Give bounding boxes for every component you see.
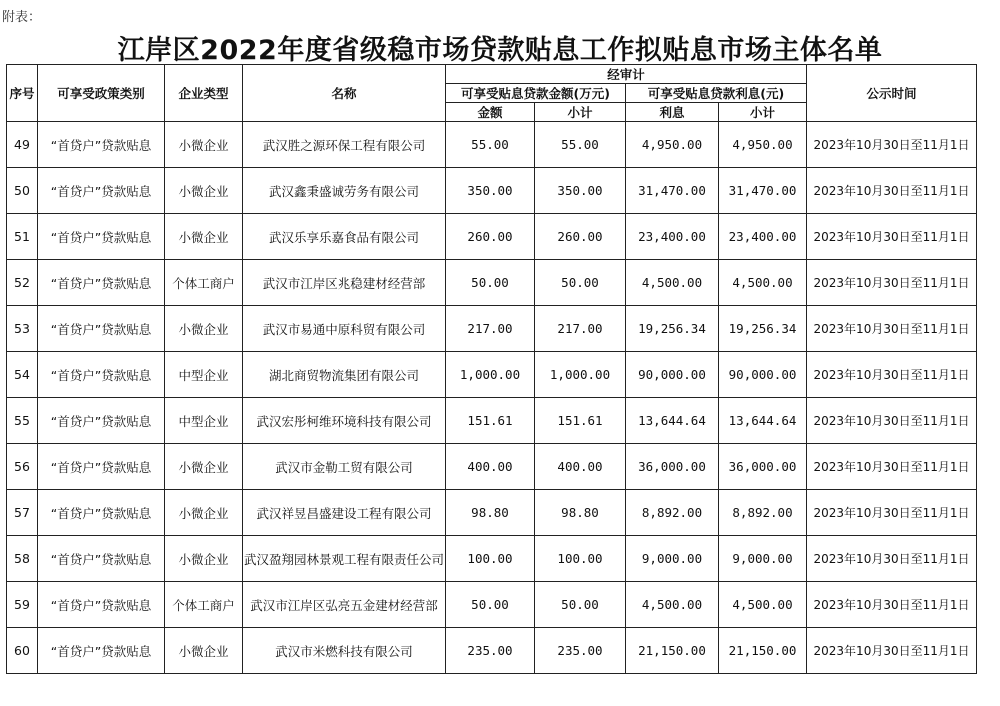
seq-cell: 56 xyxy=(7,444,38,490)
enterprise-type-cell: 中型企业 xyxy=(165,398,243,444)
publicity-date-cell: 2023年10月30日至11月1日 xyxy=(807,628,977,674)
enterprise-type-cell: 中型企业 xyxy=(165,352,243,398)
table-row xyxy=(7,398,977,444)
seq-cell: 59 xyxy=(7,582,38,628)
enterprise-type-cell: 小微企业 xyxy=(165,306,243,352)
amount-subtotal-cell: 350.00 xyxy=(535,168,626,214)
category-cell: “首贷户”贷款贴息 xyxy=(38,168,165,214)
category-cell: “首贷户”贷款贴息 xyxy=(38,490,165,536)
seq-cell: 60 xyxy=(7,628,38,674)
table-row xyxy=(7,260,977,306)
interest-cell: 21,150.00 xyxy=(626,628,719,674)
publicity-date-cell: 2023年10月30日至11月1日 xyxy=(807,260,977,306)
subsidy-list-table xyxy=(6,64,977,674)
amount-cell: 350.00 xyxy=(446,168,535,214)
publicity-date-cell: 2023年10月30日至11月1日 xyxy=(807,582,977,628)
amount-cell: 235.00 xyxy=(446,628,535,674)
publicity-date-cell: 2023年10月30日至11月1日 xyxy=(807,444,977,490)
amount-cell: 400.00 xyxy=(446,444,535,490)
name-cell: 武汉宏彤柯维环境科技有限公司 xyxy=(243,398,446,444)
category-cell: “首贷户”贷款贴息 xyxy=(38,536,165,582)
interest-cell: 90,000.00 xyxy=(626,352,719,398)
category-cell: “首贷户”贷款贴息 xyxy=(38,352,165,398)
seq-cell: 54 xyxy=(7,352,38,398)
publicity-date-cell: 2023年10月30日至11月1日 xyxy=(807,490,977,536)
amount-cell: 50.00 xyxy=(446,582,535,628)
interest-subtotal-cell: 4,500.00 xyxy=(719,582,807,628)
table-body xyxy=(7,122,977,674)
category-cell: “首贷户”贷款贴息 xyxy=(38,214,165,260)
publicity-date-cell: 2023年10月30日至11月1日 xyxy=(807,352,977,398)
name-cell: 武汉市江岸区弘亮五金建材经营部 xyxy=(243,582,446,628)
amount-cell: 151.61 xyxy=(446,398,535,444)
publicity-date-cell: 2023年10月30日至11月1日 xyxy=(807,306,977,352)
amount-subtotal-cell: 151.61 xyxy=(535,398,626,444)
seq-cell: 58 xyxy=(7,536,38,582)
page-title: 江岸区2022年度省级稳市场贷款贴息工作拟贴息市场主体名单 xyxy=(117,35,883,66)
publicity-date-cell: 2023年10月30日至11月1日 xyxy=(807,168,977,214)
header-audit: 经审计 xyxy=(446,65,807,84)
seq-cell: 55 xyxy=(7,398,38,444)
header-seq: 序号 xyxy=(7,65,38,122)
interest-subtotal-cell: 36,000.00 xyxy=(719,444,807,490)
header-publicity: 公示时间 xyxy=(807,65,977,122)
amount-subtotal-cell: 50.00 xyxy=(535,260,626,306)
seq-cell: 51 xyxy=(7,214,38,260)
enterprise-type-cell: 小微企业 xyxy=(165,536,243,582)
publicity-date-cell: 2023年10月30日至11月1日 xyxy=(807,122,977,168)
category-cell: “首贷户”贷款贴息 xyxy=(38,444,165,490)
amount-subtotal-cell: 50.00 xyxy=(535,582,626,628)
amount-cell: 55.00 xyxy=(446,122,535,168)
name-cell: 武汉市易通中原科贸有限公司 xyxy=(243,306,446,352)
interest-cell: 4,950.00 xyxy=(626,122,719,168)
category-cell: “首贷户”贷款贴息 xyxy=(38,122,165,168)
name-cell: 武汉市米燃科技有限公司 xyxy=(243,628,446,674)
interest-subtotal-cell: 13,644.64 xyxy=(719,398,807,444)
name-cell: 武汉乐享乐嘉食品有限公司 xyxy=(243,214,446,260)
interest-subtotal-cell: 19,256.34 xyxy=(719,306,807,352)
category-cell: “首贷户”贷款贴息 xyxy=(38,398,165,444)
name-cell: 武汉祥昱昌盛建设工程有限公司 xyxy=(243,490,446,536)
amount-cell: 100.00 xyxy=(446,536,535,582)
interest-subtotal-cell: 90,000.00 xyxy=(719,352,807,398)
table-row xyxy=(7,214,977,260)
amount-cell: 260.00 xyxy=(446,214,535,260)
header-enterprise-type: 企业类型 xyxy=(165,65,243,122)
amount-cell: 98.80 xyxy=(446,490,535,536)
interest-cell: 9,000.00 xyxy=(626,536,719,582)
amount-subtotal-cell: 217.00 xyxy=(535,306,626,352)
interest-cell: 36,000.00 xyxy=(626,444,719,490)
name-cell: 武汉鑫秉盛诚劳务有限公司 xyxy=(243,168,446,214)
name-cell: 武汉市金勒工贸有限公司 xyxy=(243,444,446,490)
attachment-note: 附表： xyxy=(2,10,42,25)
enterprise-type-cell: 小微企业 xyxy=(165,168,243,214)
name-cell: 武汉胜之源环保工程有限公司 xyxy=(243,122,446,168)
amount-subtotal-cell: 98.80 xyxy=(535,490,626,536)
seq-cell: 49 xyxy=(7,122,38,168)
publicity-date-cell: 2023年10月30日至11月1日 xyxy=(807,536,977,582)
publicity-date-cell: 2023年10月30日至11月1日 xyxy=(807,214,977,260)
seq-cell: 50 xyxy=(7,168,38,214)
table-row xyxy=(7,628,977,674)
interest-cell: 4,500.00 xyxy=(626,260,719,306)
name-cell: 武汉市江岸区兆稳建材经营部 xyxy=(243,260,446,306)
table-row xyxy=(7,444,977,490)
header-subtotal-amount: 小计 xyxy=(535,103,626,122)
interest-cell: 23,400.00 xyxy=(626,214,719,260)
seq-cell: 52 xyxy=(7,260,38,306)
amount-subtotal-cell: 100.00 xyxy=(535,536,626,582)
interest-cell: 8,892.00 xyxy=(626,490,719,536)
header-loan-interest: 可享受贴息贷款利息(元) xyxy=(626,84,807,103)
category-cell: “首贷户”贷款贴息 xyxy=(38,260,165,306)
header-subtotal-interest: 小计 xyxy=(719,103,807,122)
publicity-date-cell: 2023年10月30日至11月1日 xyxy=(807,398,977,444)
name-cell: 武汉盈翔园林景观工程有限责任公司 xyxy=(243,536,446,582)
table-header xyxy=(7,65,977,122)
interest-subtotal-cell: 4,500.00 xyxy=(719,260,807,306)
amount-subtotal-cell: 400.00 xyxy=(535,444,626,490)
enterprise-type-cell: 个体工商户 xyxy=(165,582,243,628)
enterprise-type-cell: 小微企业 xyxy=(165,628,243,674)
table-row xyxy=(7,582,977,628)
table-row xyxy=(7,536,977,582)
header-loan-amount: 可享受贴息贷款金额(万元) xyxy=(446,84,626,103)
header-interest: 利息 xyxy=(626,103,719,122)
header-name: 名称 xyxy=(243,65,446,122)
header-category: 可享受政策类别 xyxy=(38,65,165,122)
amount-subtotal-cell: 260.00 xyxy=(535,214,626,260)
table-row xyxy=(7,168,977,214)
amount-cell: 217.00 xyxy=(446,306,535,352)
category-cell: “首贷户”贷款贴息 xyxy=(38,582,165,628)
interest-subtotal-cell: 31,470.00 xyxy=(719,168,807,214)
interest-cell: 31,470.00 xyxy=(626,168,719,214)
enterprise-type-cell: 个体工商户 xyxy=(165,260,243,306)
interest-cell: 13,644.64 xyxy=(626,398,719,444)
amount-cell: 50.00 xyxy=(446,260,535,306)
table-row xyxy=(7,306,977,352)
table-row xyxy=(7,490,977,536)
seq-cell: 57 xyxy=(7,490,38,536)
enterprise-type-cell: 小微企业 xyxy=(165,122,243,168)
interest-cell: 4,500.00 xyxy=(626,582,719,628)
enterprise-type-cell: 小微企业 xyxy=(165,444,243,490)
name-cell: 湖北商贸物流集团有限公司 xyxy=(243,352,446,398)
amount-subtotal-cell: 55.00 xyxy=(535,122,626,168)
header-amount: 金额 xyxy=(446,103,535,122)
category-cell: “首贷户”贷款贴息 xyxy=(38,306,165,352)
category-cell: “首贷户”贷款贴息 xyxy=(38,628,165,674)
interest-subtotal-cell: 23,400.00 xyxy=(719,214,807,260)
table-row xyxy=(7,122,977,168)
amount-subtotal-cell: 1,000.00 xyxy=(535,352,626,398)
enterprise-type-cell: 小微企业 xyxy=(165,490,243,536)
amount-cell: 1,000.00 xyxy=(446,352,535,398)
interest-subtotal-cell: 4,950.00 xyxy=(719,122,807,168)
interest-subtotal-cell: 9,000.00 xyxy=(719,536,807,582)
seq-cell: 53 xyxy=(7,306,38,352)
interest-cell: 19,256.34 xyxy=(626,306,719,352)
interest-subtotal-cell: 8,892.00 xyxy=(719,490,807,536)
table-row xyxy=(7,352,977,398)
enterprise-type-cell: 小微企业 xyxy=(165,214,243,260)
interest-subtotal-cell: 21,150.00 xyxy=(719,628,807,674)
amount-subtotal-cell: 235.00 xyxy=(535,628,626,674)
